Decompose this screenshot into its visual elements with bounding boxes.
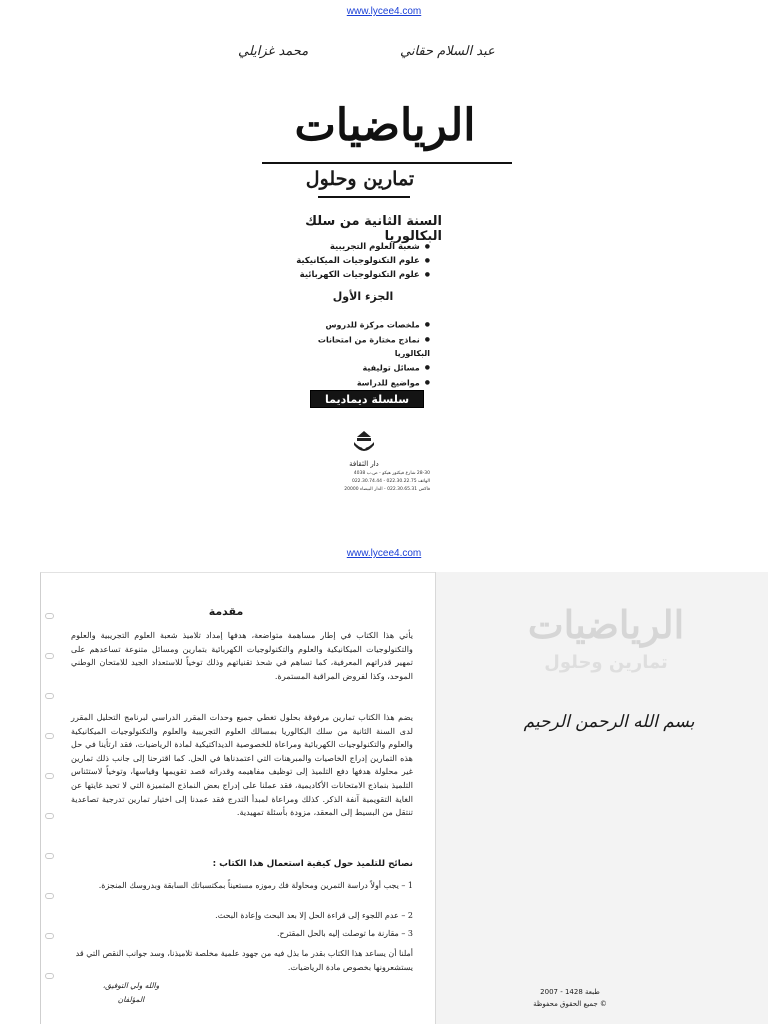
show-through-title: الرياضيات bbox=[527, 602, 685, 647]
book-title: الرياضيات bbox=[294, 100, 476, 151]
tip-item: 1 – يجب أولاً دراسة التمرين ومحاولة فك رموزه مستعيناً بمكتسباتك السابقة وبدروسك المنجزة. bbox=[98, 881, 413, 890]
publisher-name: دار الثقافة bbox=[349, 460, 379, 468]
author-name: محمد غزايلي bbox=[238, 44, 309, 59]
publisher-logo-icon bbox=[349, 428, 379, 458]
introduction-page bbox=[40, 572, 435, 1024]
volume-label: الجزء الأول bbox=[332, 290, 394, 303]
binding-ring bbox=[45, 613, 54, 619]
cover-page bbox=[0, 20, 768, 530]
title-underline bbox=[262, 162, 512, 164]
scanned-spread bbox=[40, 572, 768, 1024]
authors-signature: المؤلفان bbox=[117, 995, 145, 1004]
introduction-title: مقدمة bbox=[208, 605, 244, 618]
list-item: ● نماذج مختارة من امتحانات البكالوريا bbox=[290, 333, 430, 362]
binding-ring bbox=[45, 693, 54, 699]
list-item: ● مسائل توليفية bbox=[290, 361, 430, 376]
binding-ring bbox=[45, 733, 54, 739]
book-subtitle: تمارين وحلول bbox=[305, 168, 415, 190]
site-link-bottom[interactable]: www.lycee4.com bbox=[346, 548, 422, 559]
binding-ring bbox=[45, 773, 54, 779]
features-list bbox=[290, 318, 430, 390]
address-line: الهاتف 022.30.22.75 - 022.30.74.44 bbox=[351, 479, 430, 484]
subtitle-underline bbox=[318, 196, 410, 198]
author-name: عبد السلام حقاني bbox=[400, 44, 495, 59]
list-item: ● ملخصات مركزة للدروس bbox=[290, 318, 430, 333]
basmala-calligraphy: بسم الله الرحمن الرحيم bbox=[523, 712, 695, 732]
binding-ring bbox=[45, 973, 54, 979]
address-line: فاكس 022.30.65.31 - الدار البيضاء 20000 bbox=[344, 487, 430, 492]
binding-ring bbox=[45, 853, 54, 859]
school-level: السنة الثانية من سلك البكالوريا bbox=[305, 214, 442, 244]
binding-ring bbox=[45, 653, 54, 659]
introduction-paragraph: يضم هذا الكتاب تمارين مرفوقة بحلول تغطي جميع وحدات المقرر الدراسي لبرنامج التحليل المقرر لدى السنة الثانية من سلك البكالوريا بمسالك العلوم التجريبية والعلوم والتكنولوجيات الميكانيكية والعلوم والتكنولوجيات الكهربائية ومراعاة للخصوصية الديداكتيكية لمادة الرياضيات، فقد ارتأينا في حل هذه التمارين إدراج الخاصيات والمبرهنات التي اعتمدناها في الحل. كما اقترحنا إلى جانب ذلك تمارين غير محلولة هدفها دفع التلميذ إلى توظيف مفاهيمه وقدراته قصد تقويمها وقياسها، وتوخياً لاستئناس التلميذ بنماذج الامتحانات الأكاديمية، فقد عملنا على إدراج بعض النماذج المتميزة التي لا تحيد غايتها عن الغاية التقويمية آنفة الذكر. كذلك ومراعاة لمبدأ التدرج فقد عمدنا إلى اختيار تمارين تدرجية تصاعدية تنتقل من البسيط إلى المعقد، مزودة بأسئلة تمهيدية. bbox=[71, 712, 413, 818]
publisher-address bbox=[300, 470, 430, 494]
tip-item: 3 – مقارنة ما توصلت إليه بالحل المقترح. bbox=[277, 929, 413, 938]
copyright-notice: © جميع الحقوق محفوظة bbox=[533, 1000, 607, 1008]
binding-ring bbox=[45, 893, 54, 899]
imprint-page bbox=[435, 572, 768, 1024]
list-item: ● مواضيع للدراسة bbox=[290, 376, 430, 391]
list-item: ● علوم التكنولوجيات الميكانيكية bbox=[280, 254, 430, 268]
tip-item: 2 – عدم اللجوء إلى قراءة الحل إلا بعد البحث وإعادة البحث. bbox=[215, 911, 413, 920]
site-link-top[interactable]: www.lycee4.com bbox=[346, 6, 422, 17]
introduction-paragraph: يأتي هذا الكتاب في إطار مساهمة متواضعة، هدفها إمداد تلاميذ شعبة العلوم التجريبية والعلوم والتكنولوجيات الميكانيكية والعلوم والتكنولوجيات الكهربائية بتمارين ومسائل متنوعة تساعدهم على تمهير قدراتهم المعرفية، كما تساهم في شحذ تقنياتهم وذلك توخياً للاستعداد الجيد للامتحان الوطني الموحد، وكذا لفروض المراقبة المستمرة. bbox=[71, 630, 413, 681]
series-banner: سلسلة ديماديما bbox=[310, 390, 424, 408]
list-item: ● شعبة العلوم التجريبية bbox=[280, 240, 430, 254]
show-through-subtitle: تمارين وحلول bbox=[544, 652, 668, 673]
binding-ring bbox=[45, 813, 54, 819]
address-line: 28-30 شارع فيكتور هيكو - ص.ب 4038 bbox=[353, 471, 430, 476]
closing-paragraph: أملنا أن يساعد هذا الكتاب بقدر ما بذل فيه من جهود علمية مخلصة تلاميذنا، وسد جوانب النقص التي قد يستشعرونها بخصوص مادة الرياضيات. bbox=[75, 949, 413, 972]
branches-list bbox=[280, 240, 430, 282]
list-item: ● علوم التكنولوجيات الكهربائية bbox=[280, 268, 430, 282]
tips-heading: نصائح للتلميذ حول كيفية استعمال هذا الكتاب : bbox=[212, 859, 413, 869]
signoff-text: والله ولي التوفيق، bbox=[102, 981, 160, 990]
binding-ring bbox=[45, 933, 54, 939]
edition-label: طبعة 1428 - 2007 bbox=[540, 988, 600, 996]
